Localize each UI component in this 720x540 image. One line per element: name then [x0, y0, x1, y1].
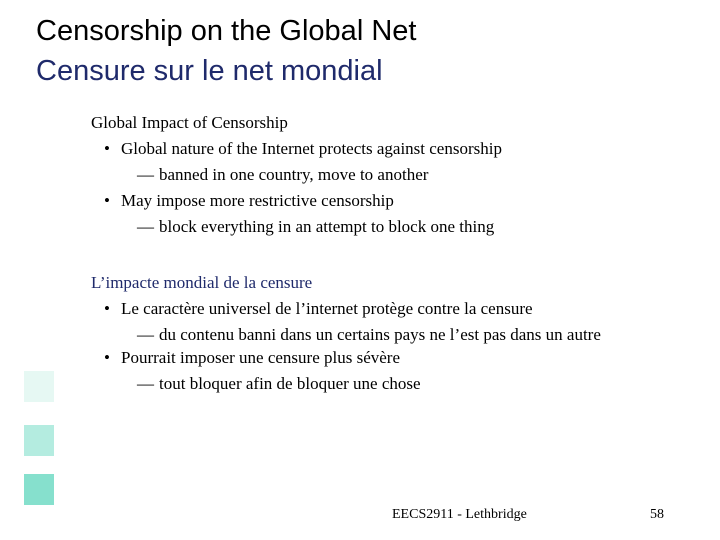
bullet-text: Global nature of the Internet protects against censorship: [121, 139, 502, 158]
slide-title-english: Censorship on the Global Net: [36, 15, 417, 47]
bullet-icon: •: [104, 348, 110, 367]
sub-item-text: tout bloquer afin de bloquer une chose: [159, 374, 421, 393]
sub-item-text: block everything in an attempt to block one thing: [159, 217, 495, 236]
french-section-heading: L’impacte mondial de la censure: [91, 273, 313, 292]
decorative-square: [24, 425, 54, 456]
sub-item: [91, 162, 681, 188]
page-number: 58: [650, 507, 664, 522]
bullet-item: [91, 345, 681, 371]
bullet-icon: •: [104, 139, 110, 158]
bullet-item: [91, 136, 681, 162]
sub-item-text: du contenu banni dans un certains pays ne l’est pas dans un autre: [159, 325, 601, 344]
decorative-square: [24, 474, 54, 505]
bullet-item: [91, 188, 681, 214]
sub-item: [91, 214, 681, 240]
em-dash-icon: —: [137, 325, 154, 344]
sub-item: [91, 371, 681, 397]
english-section: [91, 110, 681, 240]
decorative-square: [24, 371, 54, 402]
em-dash-icon: —: [137, 217, 154, 236]
sub-item-text: banned in one country, move to another: [159, 165, 429, 184]
em-dash-icon: —: [137, 374, 154, 393]
bullet-text: Pourrait imposer une censure plus sévère: [121, 348, 400, 367]
bullet-icon: •: [104, 191, 110, 210]
footer-course-label: EECS2911 - Lethbridge: [392, 507, 527, 522]
bullet-icon: •: [104, 299, 110, 318]
english-section-heading: Global Impact of Censorship: [91, 113, 288, 132]
french-section: [91, 270, 681, 397]
bullet-text: May impose more restrictive censorship: [121, 191, 394, 210]
em-dash-icon: —: [137, 165, 154, 184]
slide-title-french: Censure sur le net mondial: [36, 55, 383, 87]
sub-item: [91, 322, 681, 345]
bullet-item: [91, 296, 681, 322]
bullet-text: Le caractère universel de l’internet protège contre la censure: [121, 299, 533, 318]
